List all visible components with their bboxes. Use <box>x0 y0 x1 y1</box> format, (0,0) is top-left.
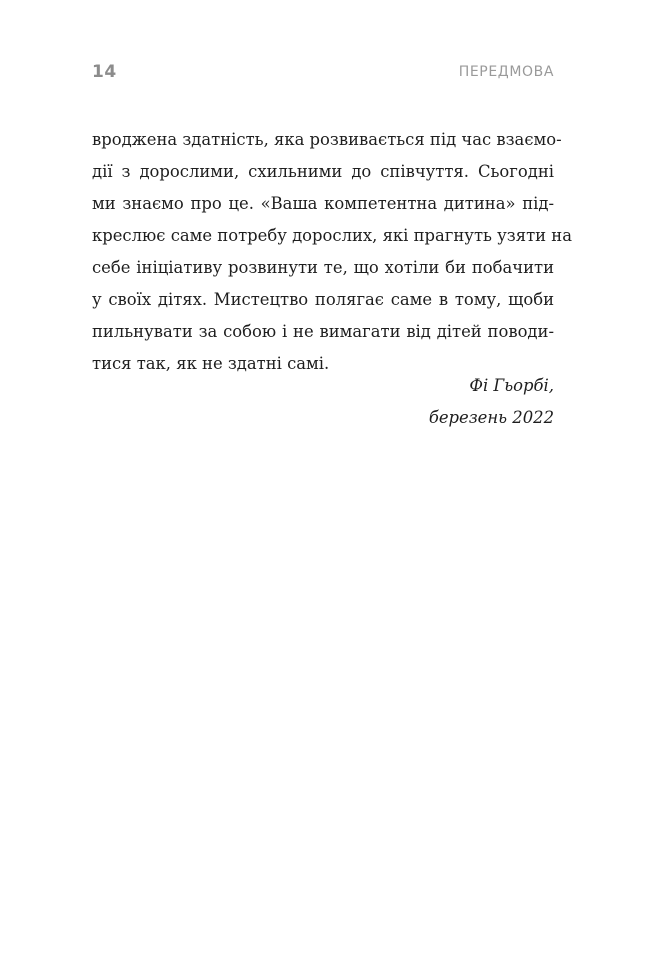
text-line: креслює саме потребу дорослих, які прагнуть узяти на <box>92 226 572 245</box>
text-line: дії з дорослими, схильними до співчуття. Сьогодні <box>92 162 554 181</box>
text-line: у своїх дітях. Мистецтво полягає саме в тому, щоби <box>92 290 554 309</box>
signature-block <box>429 370 554 434</box>
text-line: себе ініціативу розвинути те, що хотіли би побачити <box>92 258 554 277</box>
running-head: ПЕРЕДМОВА <box>458 64 554 80</box>
signature-author: Фі Гьорбі, <box>469 376 554 395</box>
text-line: вроджена здатність, яка розвивається під час взаємо- <box>92 130 562 149</box>
text-line: ми знаємо про це. «Ваша компетентна дитина» під- <box>92 194 554 213</box>
body-text <box>92 124 572 380</box>
text-line: пильнувати за собою і не вимагати від дітей поводи- <box>92 322 554 341</box>
signature-date: березень 2022 <box>428 408 554 427</box>
page-number: 14 <box>92 62 117 82</box>
page-header <box>92 60 554 84</box>
text-line: тися так, як не здатні самі. <box>92 354 330 373</box>
